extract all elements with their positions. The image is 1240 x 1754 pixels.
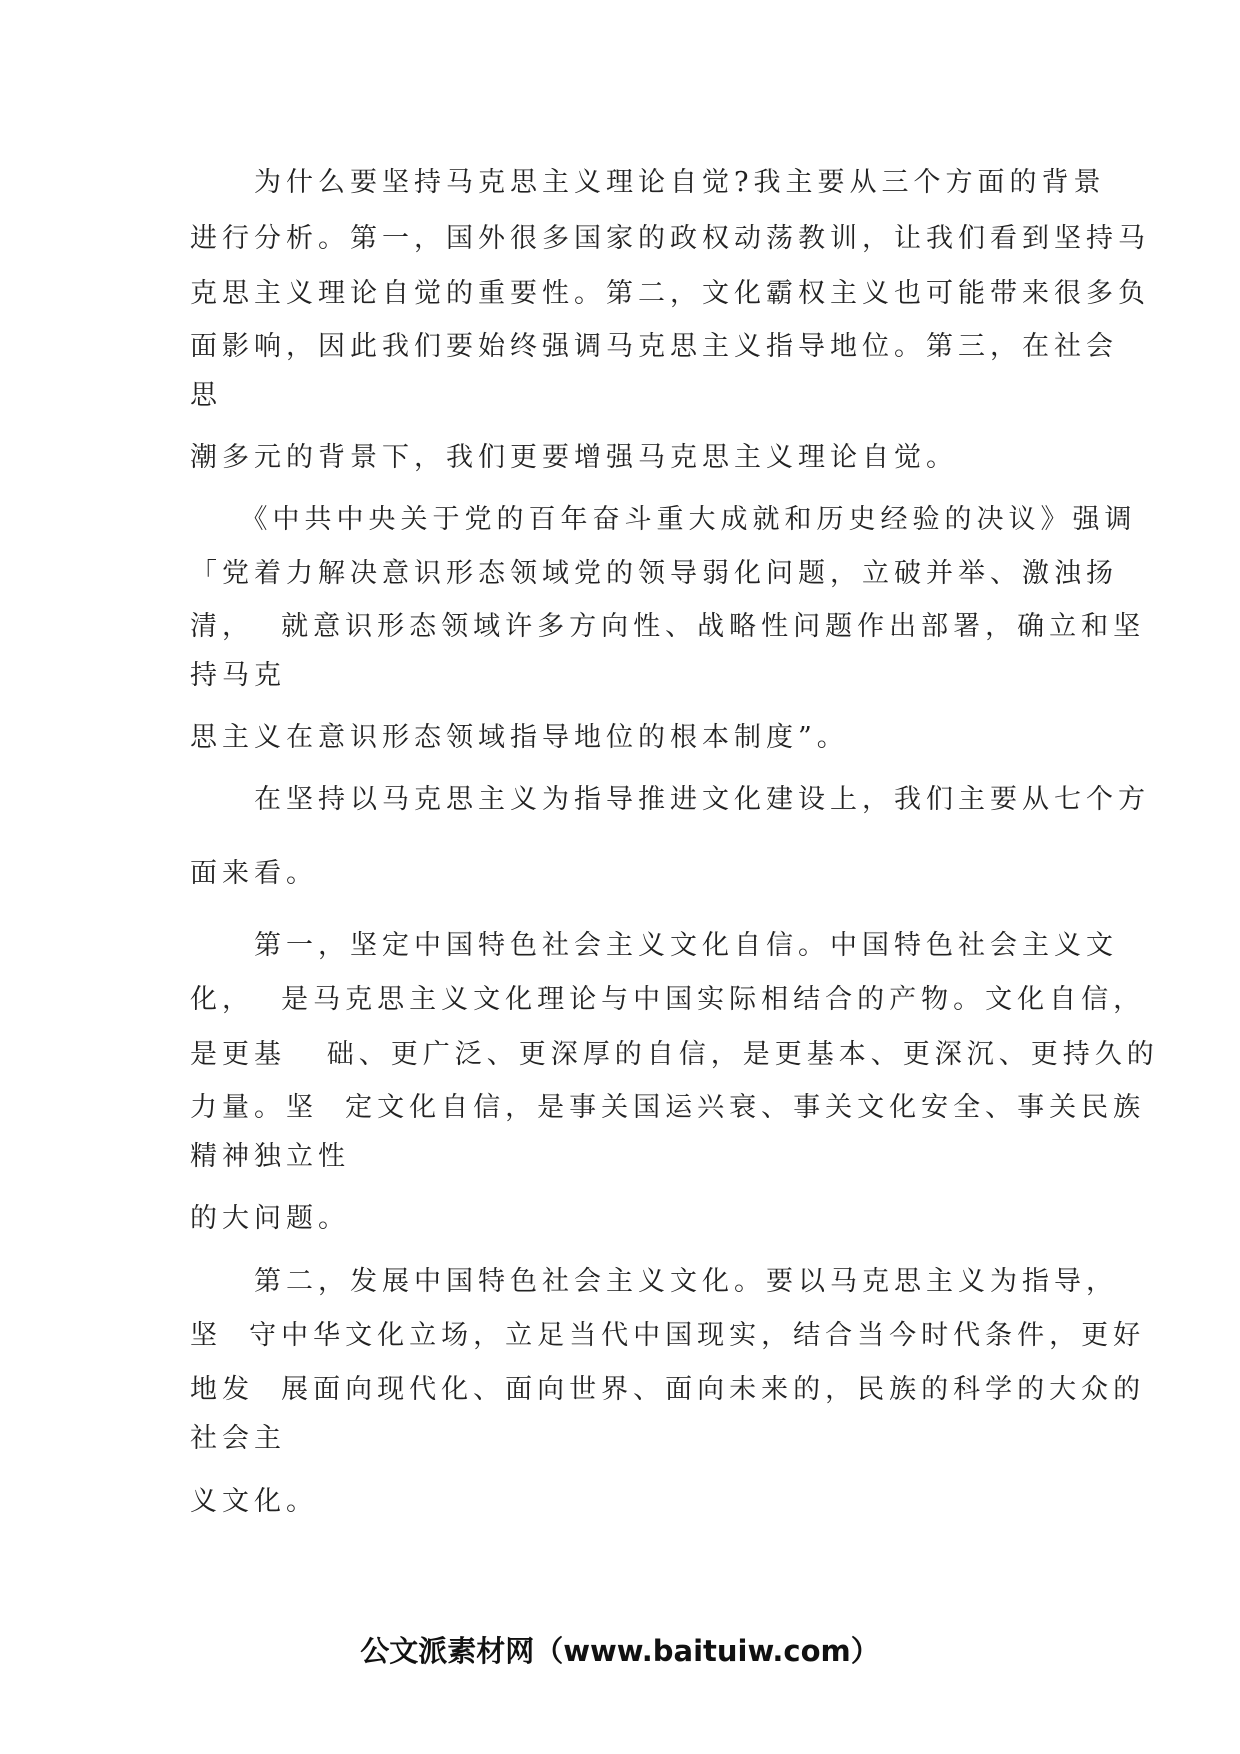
text-line: 面影响，因此我们要始终强调马克思主义指导地位。第三，在社会: [190, 331, 1118, 362]
text-line: 地发 展面向现代化、面向世界、面向未来的，民族的科学的大众的: [190, 1374, 1146, 1405]
footer-watermark: 公文派素材网（www.baituiw.com）: [360, 1634, 880, 1668]
text-line: 面来看。: [190, 858, 318, 889]
text-line: 义文化。: [190, 1486, 318, 1517]
text-line: 精神独立性: [190, 1141, 350, 1172]
text-line: 在坚持以马克思主义为指导推进文化建设上，我们主要从七个方: [190, 784, 1150, 815]
text-line: 化， 是马克思主义文化理论与中国实际相结合的产物。文化自信，: [190, 984, 1146, 1015]
text-line: 社会主: [190, 1423, 286, 1454]
text-line: 为什么要坚持马克思主义理论自觉?我主要从三个方面的背景: [190, 167, 1106, 198]
text-line: 第二，发展中国特色社会主义文化。要以马克思主义为指导，: [190, 1266, 1118, 1297]
text-line: 第一，坚定中国特色社会主义文化自信。中国特色社会主义文: [190, 930, 1118, 961]
text-line: 思主义在意识形态领域指导地位的根本制度”。: [190, 722, 849, 753]
text-line: 持马克: [190, 660, 286, 691]
text-line: 潮多元的背景下，我们更要增强马克思主义理论自觉。: [190, 442, 958, 473]
text-line: 清， 就意识形态领域许多方向性、战略性问题作出部署，确立和坚: [190, 611, 1146, 642]
text-line: 思: [190, 380, 222, 411]
text-line: 坚 守中华文化立场，立足当代中国现实，结合当今时代条件，更好: [190, 1320, 1146, 1351]
text-line: 的大问题。: [190, 1203, 350, 1234]
text-line: 「党着力解决意识形态领域党的领导弱化问题，立破并举、激浊扬: [190, 558, 1118, 589]
text-line: 是更基 础、更广泛、更深厚的自信，是更基本、更深沉、更持久的: [190, 1039, 1159, 1070]
text-line: 《中共中央关于党的百年奋斗重大成就和历史经验的决议》强调: [190, 504, 1137, 535]
text-line: 进行分析。第一，国外很多国家的政权动荡教训，让我们看到坚持马: [190, 223, 1150, 254]
text-line: 力量。坚 定文化自信，是事关国运兴衰、事关文化安全、事关民族: [190, 1092, 1146, 1123]
text-line: 克思主义理论自觉的重要性。第二，文化霸权主义也可能带来很多负: [190, 278, 1150, 309]
